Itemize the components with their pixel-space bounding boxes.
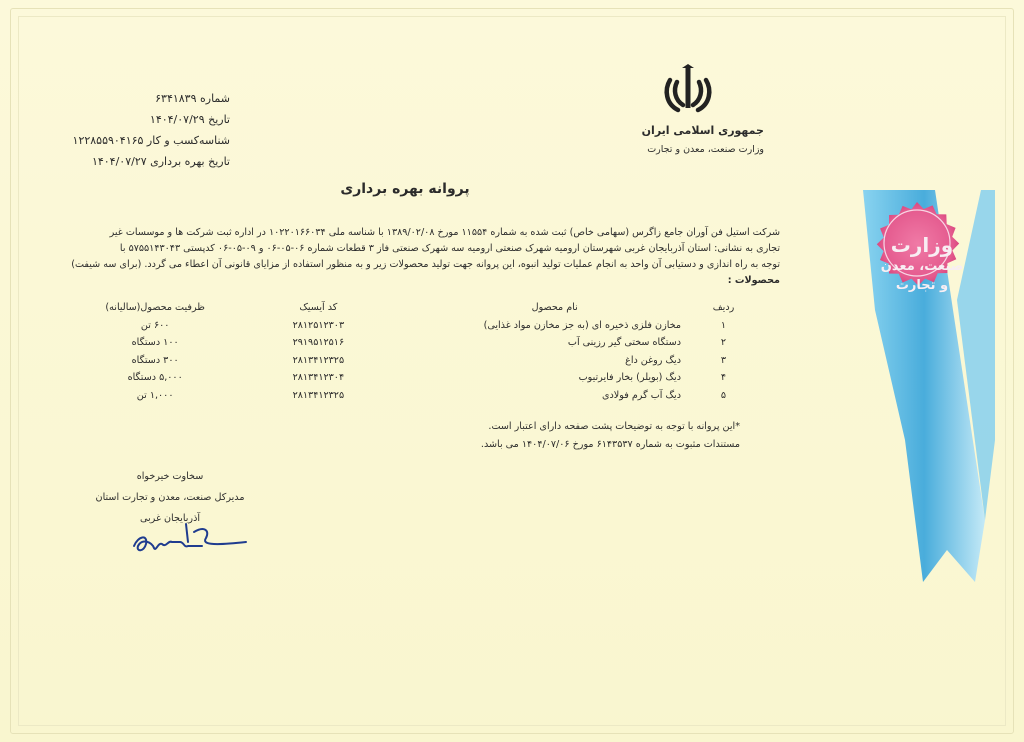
- signature-icon: [128, 512, 248, 562]
- iran-emblem-icon: [660, 62, 716, 118]
- isic-code: ۲۸۱۲۵۱۲۳۰۳: [292, 319, 345, 331]
- certificate-date: تاریخ ۱۴۰۴/۰۷/۲۹: [149, 113, 230, 126]
- body-line-3: توجه به راه اندازی و دستیابی آن واحد به انجام عملیات تولید انبوه، این پروانه جهت تولید محصولات زیر و به منظور استفاده از مزایای قانونی آن اعطاء می گردد. (برای سه شیفت): [71, 259, 780, 270]
- body-line-1: شرکت استیل فن آوران جامع زاگرس (سهامی خاص) ثبت شده به شماره ۱۱۵۵۴ مورخ ۱۳۸۹/۰۲/۰۸ با شناسه ملی ۱۰۲۲۰۱۶۶۰۳۴ در اداره ثبت شرکت ها و موسسات غیر: [109, 227, 780, 238]
- isic-code: ۲۸۱۳۴۱۲۳۰۴: [292, 372, 345, 383]
- body-line-2: تجاری به نشانی: استان آذربایجان غربی شهرستان ارومیه شهرک صنعتی ارومیه سه شهرک صنعتی فاز ۳ قطعات شماره ۰۶-۰۵-۰۶ و ۰۹-۰۵-۰۶ کدپستی ۵۷۵۵۱۴۳۰۴۳ با: [119, 243, 780, 254]
- product-name: مخازن فلزی ذخیره ای (به جز مخازن مواد غذایی): [483, 319, 681, 331]
- isic-code: ۲۸۱۳۴۱۲۳۲۵: [292, 354, 345, 366]
- ribbon-seal-text: [872, 233, 972, 295]
- product-name: دیگ آب گرم فولادی: [602, 389, 681, 401]
- header-capacity: ظرفیت محصول(سالیانه): [105, 302, 205, 313]
- row-number: ۱: [720, 319, 727, 331]
- isic-code: ۲۹۱۹۵۱۲۵۱۶: [292, 337, 345, 348]
- table-row: [82, 317, 746, 335]
- issuer-ministry: وزارت صنعت، معدن و تجارت: [647, 144, 764, 155]
- row-number: ۵: [720, 389, 727, 401]
- table-row: [82, 334, 746, 352]
- capacity: ۱۰۰ دستگاه: [131, 337, 179, 348]
- ribbon-line-3: و تجارت: [895, 278, 949, 293]
- table-row: [82, 369, 746, 387]
- row-number: ۳: [720, 354, 727, 366]
- capacity: ۳۰۰ دستگاه: [131, 354, 179, 366]
- products-label: محصولات :: [727, 275, 780, 286]
- table-header-row: [82, 299, 746, 317]
- certificate-body: [70, 225, 780, 289]
- capacity: ۶۰۰ تن: [140, 319, 170, 331]
- product-name: دیگ (بویلر) بخار فایرتیوب: [578, 372, 681, 383]
- business-id: شناسه‌کسب و کار ۱۲۲۸۵۵۹۰۴۱۶۵: [72, 134, 230, 147]
- ribbon-line-1: وزارت: [890, 233, 954, 257]
- row-number: ۴: [720, 372, 727, 383]
- validity-note: *این پروانه با توجه به توضیحات پشت صفحه دارای اعتبار است.: [488, 421, 740, 432]
- table-row: [82, 352, 746, 370]
- certificate-notes: [440, 418, 740, 454]
- capacity: ۵,۰۰۰ دستگاه: [127, 372, 183, 383]
- signer-position: مدیرکل صنعت، معدن و تجارت استان آذربایجان غربی: [95, 492, 245, 524]
- ribbon-line-2: صنعت، معدن: [880, 259, 964, 274]
- certificate-number: شماره ۶۳۴۱۸۳۹: [155, 92, 230, 105]
- registration-note: مستندات مثبوت به شماره ۶۱۴۳۵۳۷ مورخ ۱۴۰۴/۰۷/۰۶ می باشد.: [480, 439, 740, 450]
- row-number: ۲: [720, 337, 727, 348]
- header-product-name: نام محصول: [531, 302, 578, 313]
- header-isic-code: کد آیسیک: [299, 302, 338, 313]
- certificate-meta: [72, 88, 230, 172]
- signer-name: سخاوت خیرخواه: [136, 471, 204, 482]
- products-table: [82, 299, 746, 404]
- isic-code: ۲۸۱۳۴۱۲۳۲۵: [292, 389, 345, 401]
- table-row: [82, 387, 746, 405]
- issuer-country: جمهوری اسلامی ایران: [641, 124, 764, 137]
- product-name: دستگاه سختی گیر رزینی آب: [567, 337, 681, 348]
- operation-date: تاریخ بهره برداری ۱۴۰۴/۰۷/۲۷: [91, 155, 230, 168]
- document-title: پروانه بهره برداری: [340, 181, 470, 197]
- product-name: دیگ روغن داغ: [625, 354, 681, 366]
- capacity: ۱,۰۰۰ تن: [136, 389, 174, 401]
- header-row-number: ردیف: [712, 302, 735, 313]
